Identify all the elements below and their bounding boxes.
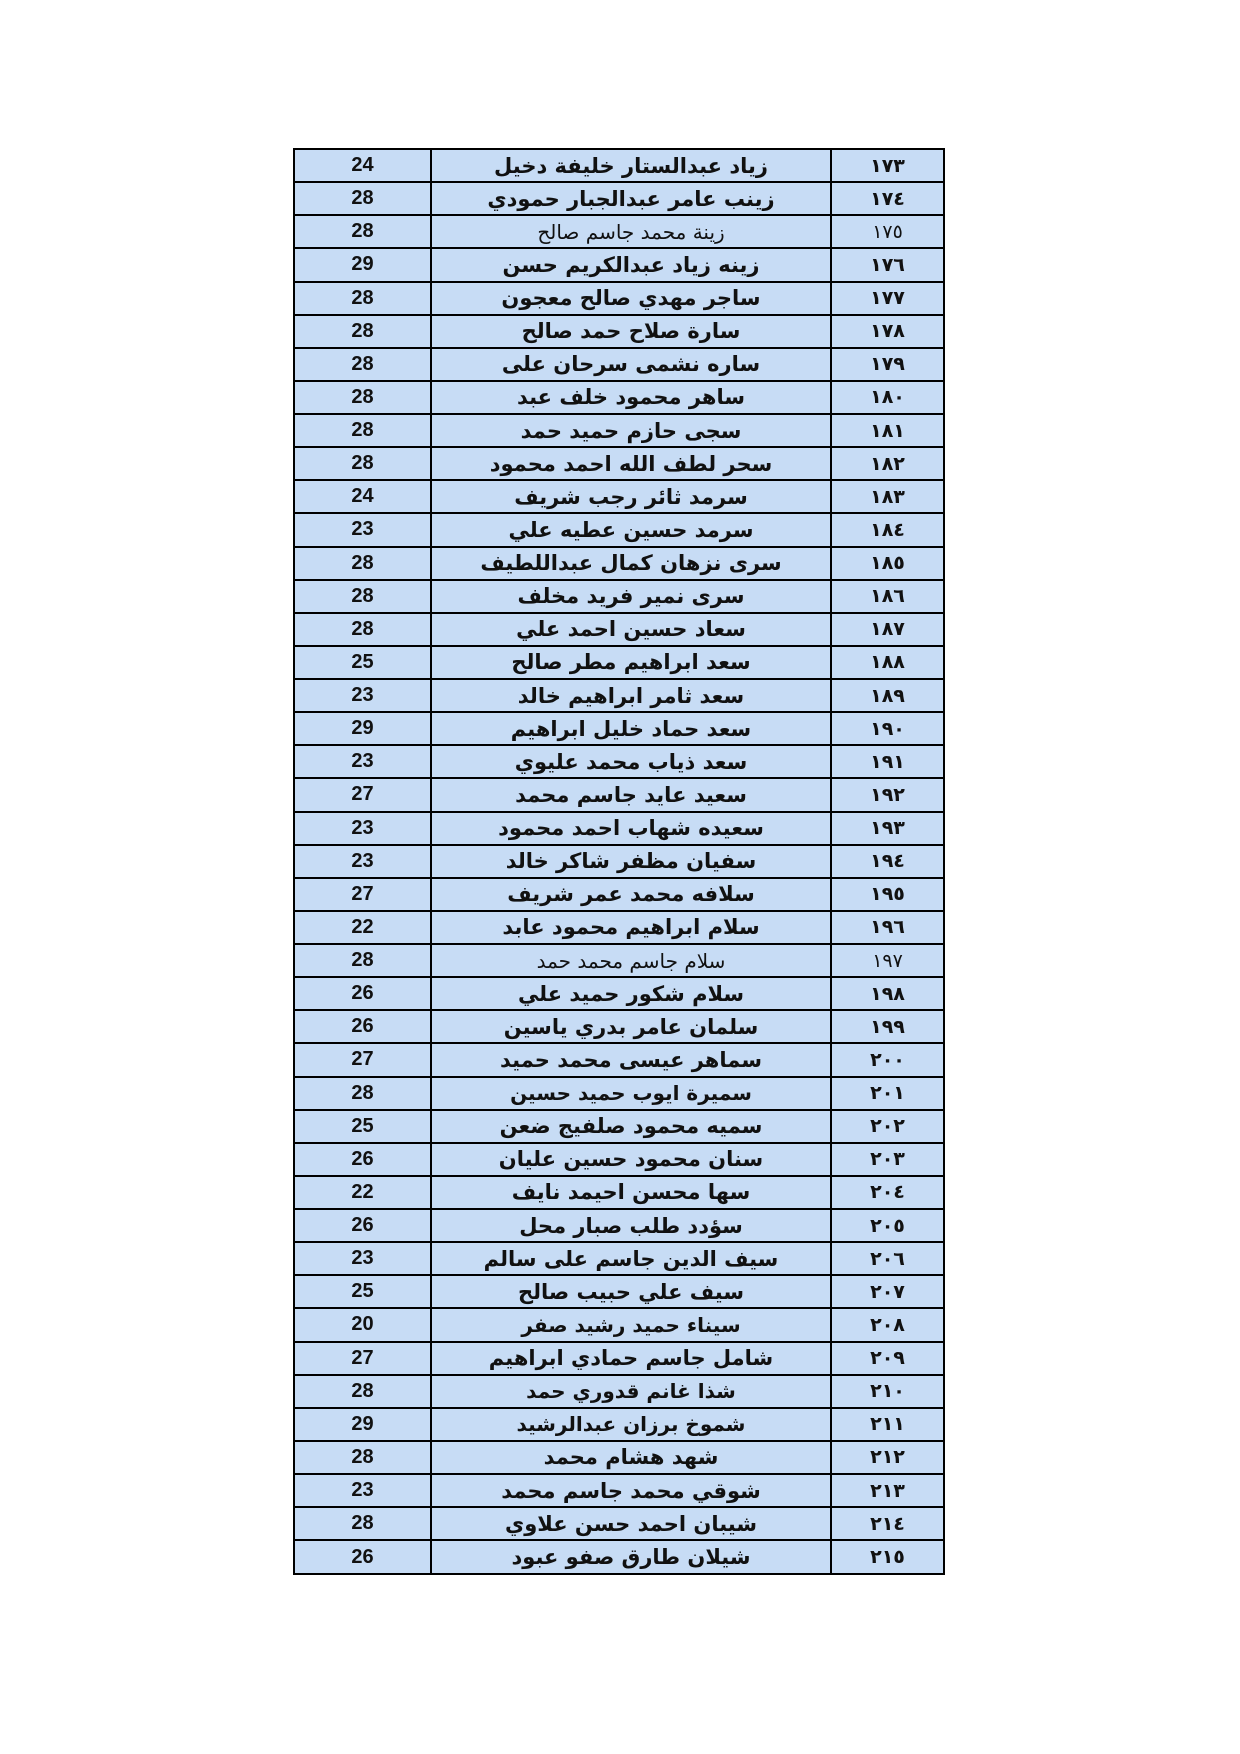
row-number-cell: ١٩٩: [831, 1010, 944, 1043]
student-name-cell: شهد هشام محمد: [431, 1441, 831, 1474]
student-name-cell: زينة محمد جاسم صالح: [431, 215, 831, 248]
student-name-cell: سيف الدين جاسم على سالم: [431, 1242, 831, 1275]
student-name-cell: سماهر عيسى محمد حميد: [431, 1043, 831, 1076]
table-row: [294, 878, 944, 911]
age-cell: 28: [294, 447, 431, 480]
student-name-cell: سرى نمير فريد مخلف: [431, 580, 831, 613]
row-number-cell: ٢١٥: [831, 1540, 944, 1574]
table-row: [294, 778, 944, 811]
student-name-cell: سلمان عامر بدري ياسين: [431, 1010, 831, 1043]
student-name-cell: ساهر محمود خلف عبد: [431, 381, 831, 414]
age-cell: 29: [294, 248, 431, 281]
table-row: [294, 1408, 944, 1441]
age-cell: 28: [294, 215, 431, 248]
table-row: [294, 1176, 944, 1209]
table-row: [294, 547, 944, 580]
row-number-cell: ٢٠٢: [831, 1110, 944, 1143]
row-number-cell: ١٨٤: [831, 513, 944, 546]
student-name-cell: سلافه محمد عمر شريف: [431, 878, 831, 911]
age-cell: 23: [294, 679, 431, 712]
student-name-cell: سلام شكور حميد علي: [431, 977, 831, 1010]
student-name-cell: شذا غانم قدوري حمد: [431, 1375, 831, 1408]
row-number-cell: ١٩٢: [831, 778, 944, 811]
age-cell: 24: [294, 480, 431, 513]
table-row: [294, 911, 944, 944]
row-number-cell: ١٨٢: [831, 447, 944, 480]
row-number-cell: ١٩٤: [831, 845, 944, 878]
age-cell: 23: [294, 1242, 431, 1275]
age-cell: 28: [294, 1375, 431, 1408]
table-row: [294, 1242, 944, 1275]
table-row: [294, 679, 944, 712]
table-row: [294, 646, 944, 679]
age-cell: 26: [294, 1143, 431, 1176]
age-cell: 28: [294, 282, 431, 315]
table-row: [294, 1275, 944, 1308]
row-number-cell: ٢١٢: [831, 1441, 944, 1474]
table-row: [294, 1077, 944, 1110]
table-row: [294, 513, 944, 546]
age-cell: 24: [294, 149, 431, 182]
student-name-cell: شيلان طارق صفو عبود: [431, 1540, 831, 1574]
table-row: [294, 1043, 944, 1076]
table-row: [294, 414, 944, 447]
student-name-cell: سلام ابراهيم محمود عابد: [431, 911, 831, 944]
age-cell: 23: [294, 845, 431, 878]
student-name-cell: شيبان احمد حسن علاوي: [431, 1507, 831, 1540]
age-cell: 28: [294, 1441, 431, 1474]
row-number-cell: ١٧٨: [831, 315, 944, 348]
table-row: [294, 944, 944, 977]
age-cell: 28: [294, 1077, 431, 1110]
row-number-cell: ٢٠٩: [831, 1342, 944, 1375]
row-number-cell: ٢١٣: [831, 1474, 944, 1507]
age-cell: 28: [294, 182, 431, 215]
row-number-cell: ١٩٨: [831, 977, 944, 1010]
age-cell: 23: [294, 513, 431, 546]
row-number-cell: ٢٠٨: [831, 1308, 944, 1341]
student-name-cell: سيف علي حبيب صالح: [431, 1275, 831, 1308]
row-number-cell: ١٩٥: [831, 878, 944, 911]
age-cell: 20: [294, 1308, 431, 1341]
roster-table: [293, 148, 945, 1575]
table-row: [294, 248, 944, 281]
student-name-cell: سعيده شهاب احمد محمود: [431, 812, 831, 845]
table-row: [294, 1441, 944, 1474]
table-row: [294, 1474, 944, 1507]
row-number-cell: ١٧٩: [831, 348, 944, 381]
row-number-cell: ١٨٥: [831, 547, 944, 580]
row-number-cell: ٢٠١: [831, 1077, 944, 1110]
student-name-cell: سعيد عايد جاسم محمد: [431, 778, 831, 811]
table-row: [294, 712, 944, 745]
table-row: [294, 580, 944, 613]
table-row: [294, 315, 944, 348]
table-row: [294, 149, 944, 182]
student-name-cell: سنان محمود حسين عليان: [431, 1143, 831, 1176]
student-name-cell: سرى نزهان كمال عبداللطيف: [431, 547, 831, 580]
row-number-cell: ١٨١: [831, 414, 944, 447]
table-row: [294, 348, 944, 381]
table-row: [294, 215, 944, 248]
table-row: [294, 845, 944, 878]
student-name-cell: شامل جاسم حمادي ابراهيم: [431, 1342, 831, 1375]
student-name-cell: سلام جاسم محمد حمد: [431, 944, 831, 977]
table-row: [294, 282, 944, 315]
row-number-cell: ٢٠٣: [831, 1143, 944, 1176]
row-number-cell: ١٨٧: [831, 613, 944, 646]
row-number-cell: ١٨٩: [831, 679, 944, 712]
age-cell: 28: [294, 1507, 431, 1540]
age-cell: 23: [294, 745, 431, 778]
table-row: [294, 1308, 944, 1341]
student-name-cell: شموخ برزان عبدالرشيد: [431, 1408, 831, 1441]
student-name-cell: سعد ابراهيم مطر صالح: [431, 646, 831, 679]
row-number-cell: ١٩١: [831, 745, 944, 778]
row-number-cell: ١٧٧: [831, 282, 944, 315]
row-number-cell: ١٧٣: [831, 149, 944, 182]
student-name-cell: سرمد ثائر رجب شريف: [431, 480, 831, 513]
table-row: [294, 1375, 944, 1408]
row-number-cell: ٢١٤: [831, 1507, 944, 1540]
age-cell: 27: [294, 1342, 431, 1375]
table-row: [294, 1540, 944, 1574]
table-row: [294, 1143, 944, 1176]
row-number-cell: ٢١١: [831, 1408, 944, 1441]
table-row: [294, 812, 944, 845]
age-cell: 26: [294, 1540, 431, 1574]
row-number-cell: ٢٠٦: [831, 1242, 944, 1275]
student-name-cell: سميرة ايوب حميد حسين: [431, 1077, 831, 1110]
age-cell: 22: [294, 1176, 431, 1209]
table-row: [294, 447, 944, 480]
student-name-cell: زينه زياد عبدالكريم حسن: [431, 248, 831, 281]
age-cell: 25: [294, 1110, 431, 1143]
student-name-cell: سرمد حسين عطيه علي: [431, 513, 831, 546]
row-number-cell: ٢١٠: [831, 1375, 944, 1408]
row-number-cell: ٢٠٤: [831, 1176, 944, 1209]
age-cell: 29: [294, 1408, 431, 1441]
row-number-cell: ١٩٠: [831, 712, 944, 745]
row-number-cell: ٢٠٧: [831, 1275, 944, 1308]
age-cell: 28: [294, 580, 431, 613]
row-number-cell: ٢٠٥: [831, 1209, 944, 1242]
age-cell: 27: [294, 1043, 431, 1076]
student-name-cell: سعد ثامر ابراهيم خالد: [431, 679, 831, 712]
age-cell: 26: [294, 977, 431, 1010]
row-number-cell: ١٩٦: [831, 911, 944, 944]
table-row: [294, 1342, 944, 1375]
student-name-cell: سها محسن احيمد نايف: [431, 1176, 831, 1209]
row-number-cell: ١٩٣: [831, 812, 944, 845]
student-name-cell: سارة صلاح حمد صالح: [431, 315, 831, 348]
row-number-cell: ١٨٨: [831, 646, 944, 679]
row-number-cell: ١٨٣: [831, 480, 944, 513]
student-name-cell: سيناء حميد رشيد صفر: [431, 1308, 831, 1341]
table-row: [294, 745, 944, 778]
row-number-cell: ١٧٥: [831, 215, 944, 248]
student-name-cell: ساره نشمى سرحان على: [431, 348, 831, 381]
age-cell: 28: [294, 348, 431, 381]
row-number-cell: ١٨٠: [831, 381, 944, 414]
student-name-cell: زينب عامر عبدالجبار حمودي: [431, 182, 831, 215]
row-number-cell: ١٧٤: [831, 182, 944, 215]
age-cell: 26: [294, 1209, 431, 1242]
age-cell: 23: [294, 812, 431, 845]
student-name-cell: ساجر مهدي صالح معجون: [431, 282, 831, 315]
student-name-cell: زياد عبدالستار خليفة دخيل: [431, 149, 831, 182]
table-row: [294, 1507, 944, 1540]
age-cell: 28: [294, 547, 431, 580]
table-row: [294, 381, 944, 414]
age-cell: 28: [294, 381, 431, 414]
student-name-cell: شوقي محمد جاسم محمد: [431, 1474, 831, 1507]
table-row: [294, 1110, 944, 1143]
age-cell: 25: [294, 1275, 431, 1308]
table-row: [294, 977, 944, 1010]
row-number-cell: ١٩٧: [831, 944, 944, 977]
age-cell: 28: [294, 315, 431, 348]
table-row: [294, 182, 944, 215]
age-cell: 23: [294, 1474, 431, 1507]
age-cell: 26: [294, 1010, 431, 1043]
student-name-cell: سميه محمود صلفيج ضعن: [431, 1110, 831, 1143]
table-row: [294, 1209, 944, 1242]
student-name-cell: سعد حماد خليل ابراهيم: [431, 712, 831, 745]
student-name-cell: سجى حازم حميد حمد: [431, 414, 831, 447]
age-cell: 28: [294, 414, 431, 447]
row-number-cell: ٢٠٠: [831, 1043, 944, 1076]
row-number-cell: ١٧٦: [831, 248, 944, 281]
student-name-cell: سؤدد طلب صبار محل: [431, 1209, 831, 1242]
row-number-cell: ١٨٦: [831, 580, 944, 613]
student-name-cell: سحر لطف الله احمد محمود: [431, 447, 831, 480]
age-cell: 28: [294, 944, 431, 977]
student-name-cell: سعاد حسين احمد علي: [431, 613, 831, 646]
table-row: [294, 480, 944, 513]
age-cell: 28: [294, 613, 431, 646]
age-cell: 29: [294, 712, 431, 745]
student-name-cell: سعد ذياب محمد عليوي: [431, 745, 831, 778]
age-cell: 27: [294, 878, 431, 911]
age-cell: 27: [294, 778, 431, 811]
age-cell: 22: [294, 911, 431, 944]
table-row: [294, 1010, 944, 1043]
table-row: [294, 613, 944, 646]
age-cell: 25: [294, 646, 431, 679]
roster-table-body: [294, 149, 944, 1574]
student-name-cell: سفيان مظفر شاكر خالد: [431, 845, 831, 878]
